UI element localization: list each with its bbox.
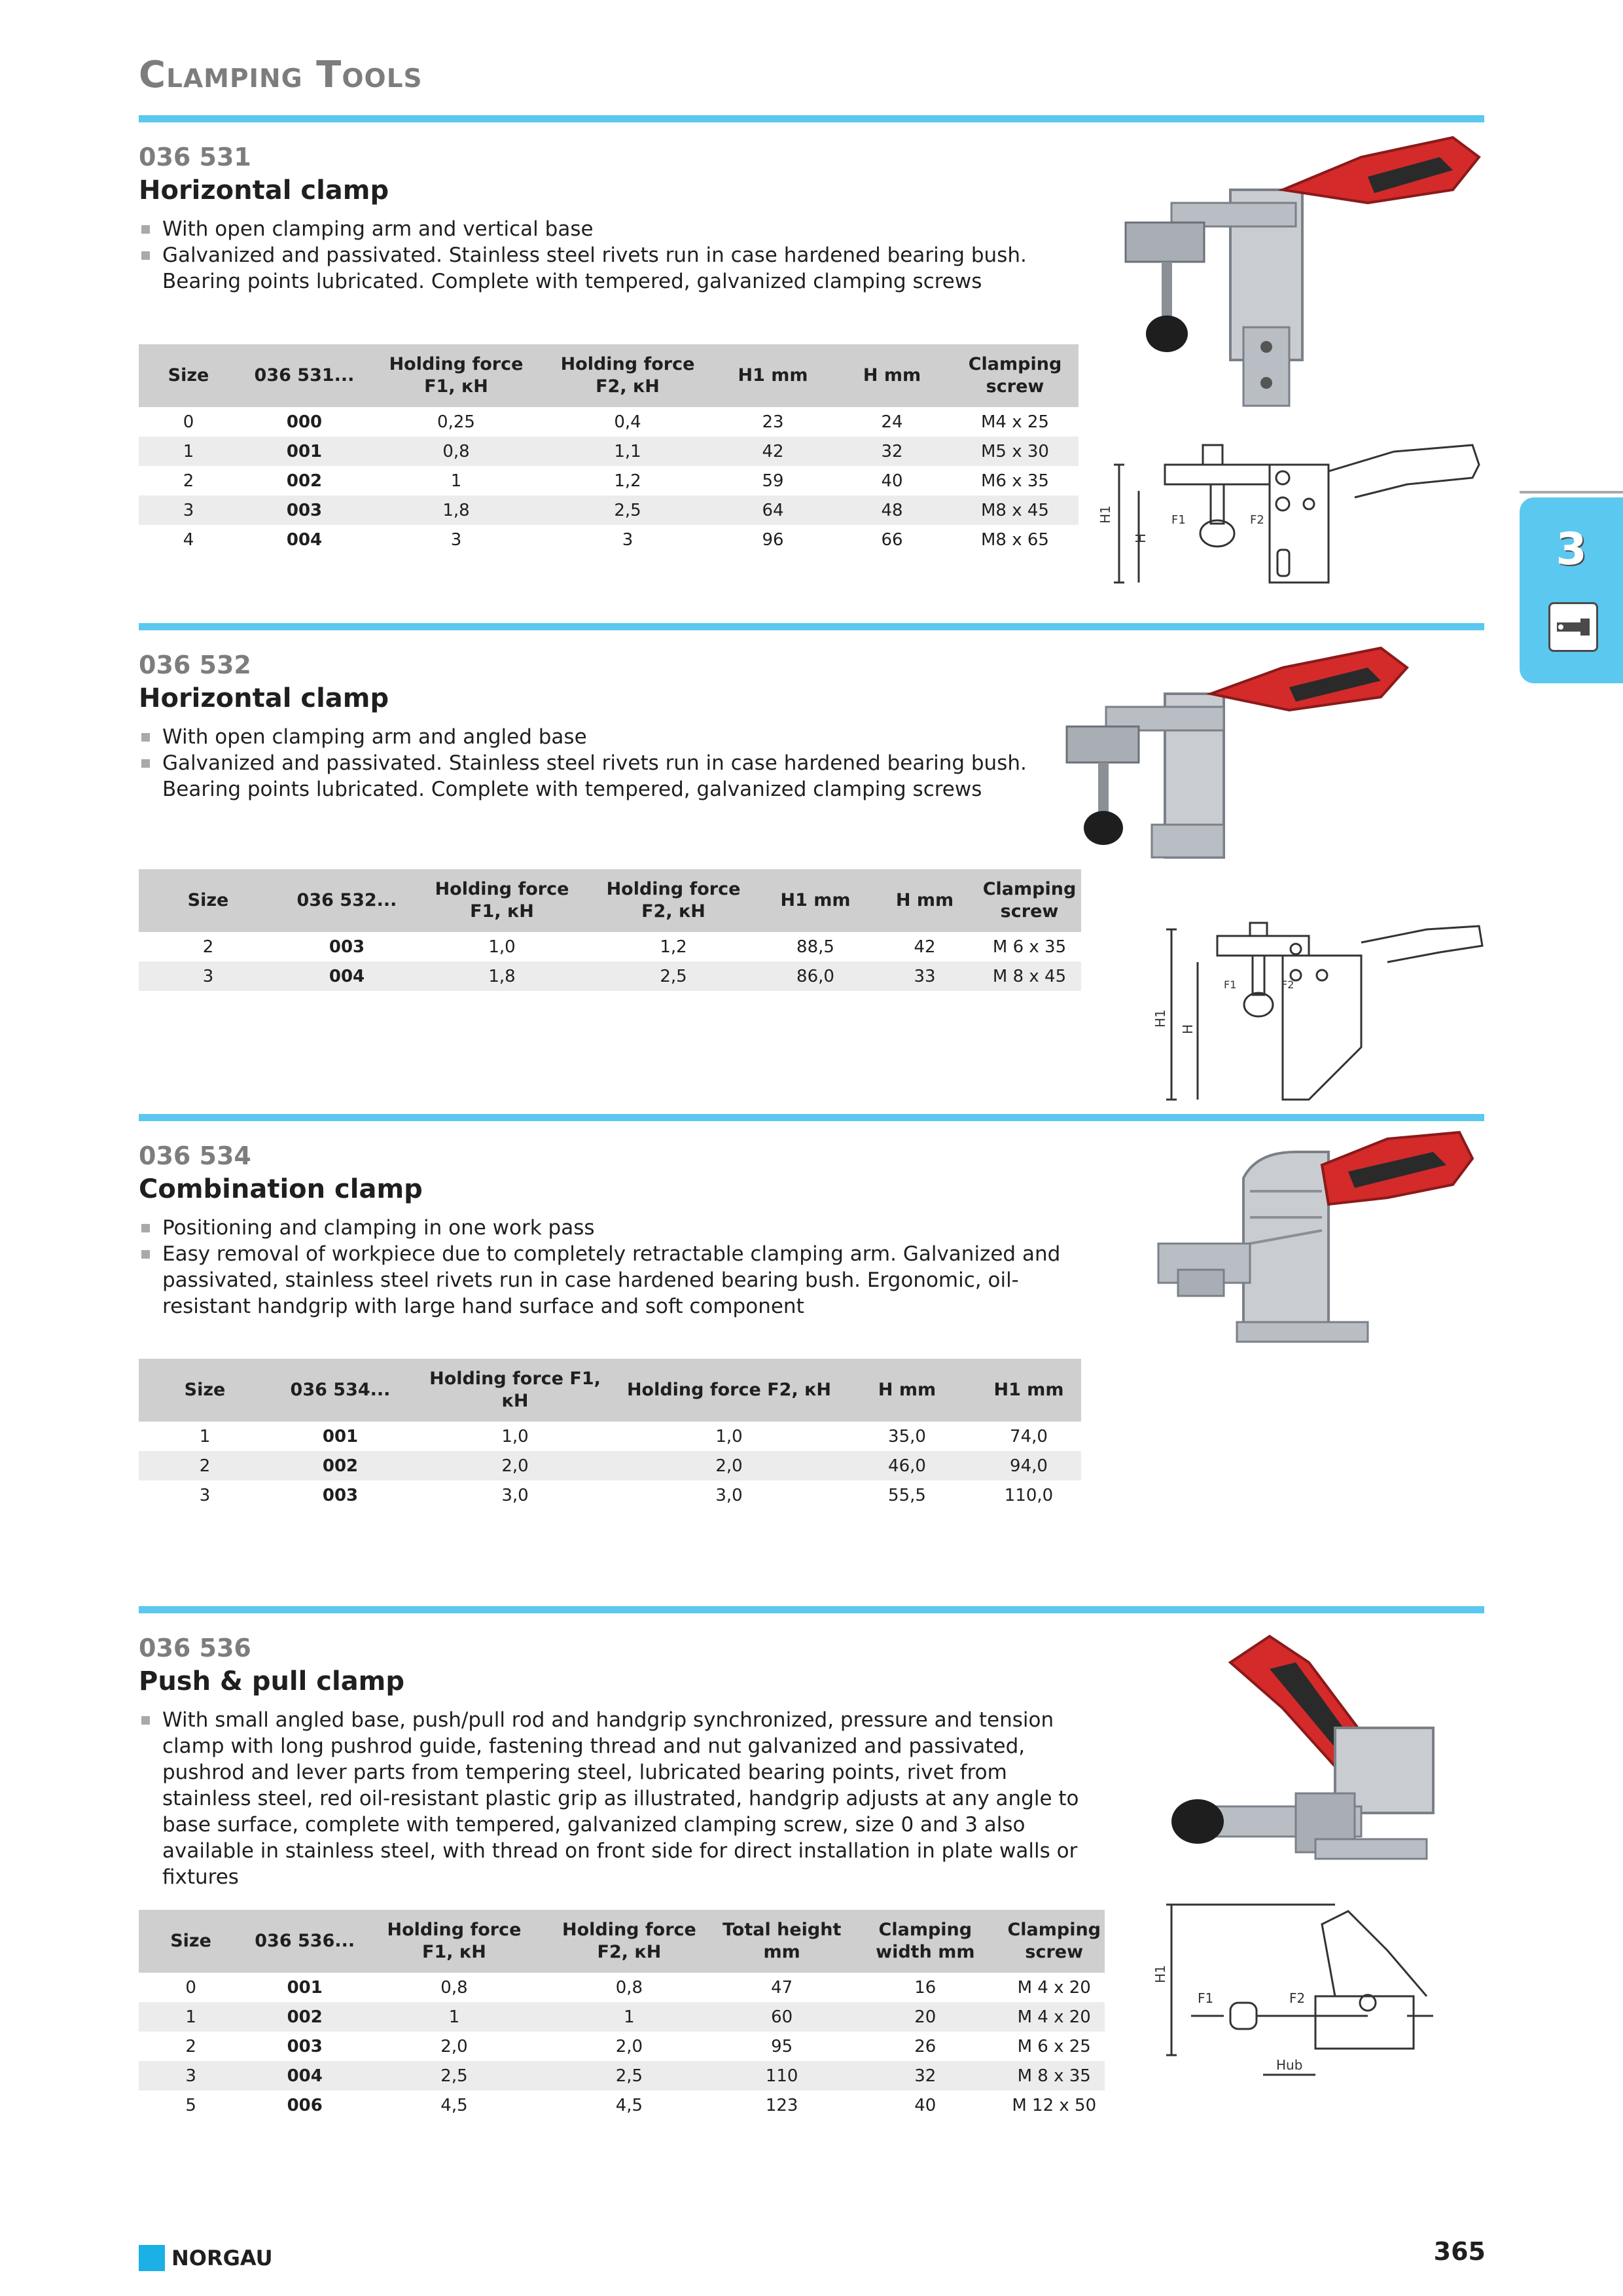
column-header: Holding force F1, кН <box>370 344 542 407</box>
cell-f1: 4,5 <box>440 2095 468 2115</box>
column-header: Size <box>139 1359 271 1422</box>
table-header-row <box>139 1910 1105 1973</box>
cell-f2: 4,5 <box>615 2095 643 2115</box>
cell-screw: M5 x 30 <box>952 437 1079 466</box>
table-row <box>139 2002 1105 2032</box>
cell-f2: 1,2 <box>660 937 687 957</box>
cell-code: 002 <box>243 2002 366 2032</box>
push-pull-clamp-photo <box>1152 1623 1492 1885</box>
feature-list <box>139 1707 1081 1890</box>
spec-table <box>139 1359 1081 1510</box>
brand-mark <box>139 2245 165 2271</box>
cell-h1: 59 <box>762 471 784 491</box>
cell-f1: 1 <box>366 2002 541 2032</box>
cell-width: 32 <box>847 2061 1003 2090</box>
cell-screw: M 6 x 35 <box>992 937 1067 957</box>
cell-width: 20 <box>847 2002 1003 2032</box>
cell-f2: 2,0 <box>615 2036 643 2056</box>
cell-code: 003 <box>322 1485 359 1505</box>
cell-size: 1 <box>139 2002 243 2032</box>
column-header: Holding force F2, кН <box>542 344 713 407</box>
feature-list <box>139 216 1068 295</box>
cell-size: 3 <box>139 2061 243 2090</box>
column-header: Size <box>139 1910 243 1973</box>
cell-f1: 1,0 <box>488 937 516 957</box>
column-header: 036 531... <box>238 344 370 407</box>
cell-size: 1 <box>139 437 238 466</box>
cell-screw: M 6 x 25 <box>1017 2036 1091 2056</box>
cell-h: 46,0 <box>838 1451 976 1480</box>
cell-f2: 1 <box>542 2002 717 2032</box>
cell-h1: 94,0 <box>976 1451 1081 1480</box>
table-row <box>139 407 1079 437</box>
cell-h: 55,5 <box>888 1485 926 1505</box>
cell-screw: M8 x 65 <box>981 529 1049 550</box>
cell-f1: 0,8 <box>440 1977 468 1998</box>
drawing-label: F2 <box>1281 978 1294 991</box>
table-header-row <box>139 869 1081 932</box>
cell-size: 1 <box>199 1426 211 1446</box>
table-row <box>139 1451 1081 1480</box>
column-header: H mm <box>832 344 952 407</box>
cell-f2: 0,4 <box>614 412 641 432</box>
cell-screw: M 4 x 20 <box>1017 1977 1091 1998</box>
cell-code: 001 <box>287 1977 323 1998</box>
column-header: Clamping width mm <box>847 1910 1003 1973</box>
table-header-row <box>139 344 1079 407</box>
cell-size: 2 <box>185 2036 196 2056</box>
table-row <box>139 1422 1081 1451</box>
column-header: Holding force F2, кН <box>620 1359 838 1422</box>
feature-item: With open clamping arm and vertical base <box>139 216 1068 242</box>
feature-item: Galvanized and passivated. Stainless steel rivets run in case hardened bearing bush. Bearing points lubricated. Complete with tempered, galvanized clamping screws <box>139 750 1068 802</box>
cell-width: 26 <box>914 2036 936 2056</box>
cell-size: 0 <box>183 412 194 432</box>
column-header: H1 mm <box>759 869 872 932</box>
page-number: 365 <box>1433 2237 1486 2266</box>
cell-code: 003 <box>287 2036 323 2056</box>
cell-code: 001 <box>322 1426 359 1446</box>
table-row <box>139 1480 1081 1510</box>
cell-h: 35,0 <box>888 1426 926 1446</box>
product-code: 036 534 <box>139 1141 251 1170</box>
cell-f1: 2,5 <box>366 2061 541 2090</box>
cell-screw: M 4 x 20 <box>1003 2002 1105 2032</box>
technical-drawing <box>1097 439 1486 596</box>
column-header: 036 534... <box>271 1359 410 1422</box>
cell-f2: 3 <box>622 529 633 550</box>
cell-screw: M4 x 25 <box>981 412 1049 432</box>
section-divider <box>139 623 1484 630</box>
cell-size: 0 <box>185 1977 196 1998</box>
cell-screw: M 8 x 35 <box>1003 2061 1105 2090</box>
brand-name: NORGAU <box>171 2246 273 2270</box>
column-header: Clamping screw <box>1003 1910 1105 1973</box>
feature-list <box>139 1215 1068 1319</box>
column-header: Clamping screw <box>952 344 1079 407</box>
product-code: 036 532 <box>139 651 251 679</box>
column-header: Holding force F2, кН <box>542 1910 717 1973</box>
column-header: Holding force F2, кН <box>588 869 759 932</box>
spec-table <box>139 869 1081 991</box>
product-code: 036 536 <box>139 1634 251 1662</box>
clamp-icon <box>1548 602 1598 652</box>
cell-screw: M 12 x 50 <box>1012 2095 1097 2115</box>
table-row <box>139 1973 1105 2002</box>
cell-h: 32 <box>832 437 952 466</box>
cell-height: 123 <box>765 2095 798 2115</box>
cell-h1: 110,0 <box>1004 1485 1054 1505</box>
cell-code: 003 <box>238 495 370 525</box>
cell-width: 16 <box>914 1977 936 1998</box>
drawing-label: F1 <box>1224 978 1237 991</box>
column-header: Holding force F1, кН <box>410 1359 620 1422</box>
cell-code: 002 <box>271 1451 410 1480</box>
section-divider <box>139 1606 1484 1613</box>
cell-f2: 2,5 <box>588 961 759 991</box>
cell-f1: 1,8 <box>370 495 542 525</box>
cell-f1: 3,0 <box>501 1485 529 1505</box>
horizontal-clamp-angled-photo <box>1054 641 1420 877</box>
column-header: H mm <box>872 869 978 932</box>
column-header: Size <box>139 869 277 932</box>
cell-h: 48 <box>832 495 952 525</box>
column-header: H1 mm <box>976 1359 1081 1422</box>
technical-drawing <box>1152 916 1492 1113</box>
table-row <box>139 2090 1105 2120</box>
chapter-number: 3 <box>1556 524 1587 575</box>
cell-f2: 2,0 <box>620 1451 838 1480</box>
cell-height: 95 <box>771 2036 793 2056</box>
drawing-label: H1 <box>1152 1965 1168 1983</box>
cell-h1: 42 <box>713 437 832 466</box>
table-row <box>139 437 1079 466</box>
cell-screw: M8 x 45 <box>952 495 1079 525</box>
drawing-label: F2 <box>1250 513 1264 527</box>
cell-f1: 2,0 <box>410 1451 620 1480</box>
horizontal-clamp-photo <box>1086 131 1479 419</box>
cell-f1: 1,0 <box>501 1426 529 1446</box>
cell-h: 24 <box>881 412 903 432</box>
cell-size: 2 <box>202 937 214 957</box>
drawing-label: F1 <box>1198 1990 1214 2006</box>
cell-code: 002 <box>286 471 323 491</box>
cell-code: 000 <box>286 412 323 432</box>
cell-code: 004 <box>243 2061 366 2090</box>
drawing-label: H <box>1133 533 1149 543</box>
cell-height: 60 <box>717 2002 847 2032</box>
cell-height: 47 <box>771 1977 793 1998</box>
feature-item: Easy removal of workpiece due to completely retractable clamping arm. Galvanized and passivated, stainless steel rivets run in case hardened bearing bush. Ergonomic, oil-resistant handgrip with large hand surface and soft component <box>139 1241 1068 1319</box>
drawing-label: H <box>1180 1024 1196 1034</box>
combination-clamp-photo <box>1152 1126 1479 1374</box>
cell-h1: 74,0 <box>1010 1426 1048 1446</box>
cell-size: 3 <box>139 961 277 991</box>
column-header: Holding force F1, кН <box>416 869 588 932</box>
drawing-label: Hub <box>1276 2057 1303 2073</box>
table-row <box>139 2061 1105 2090</box>
cell-h1: 64 <box>713 495 832 525</box>
tab-divider <box>1520 491 1623 493</box>
feature-item: Galvanized and passivated. Stainless steel rivets run in case hardened bearing bush. Bearing points lubricated. Complete with tempered, galvanized clamping screws <box>139 242 1068 295</box>
cell-code: 003 <box>329 937 365 957</box>
cell-f2: 2,5 <box>542 495 713 525</box>
page-title: Clamping Tools <box>139 54 423 96</box>
cell-h: 40 <box>881 471 903 491</box>
cell-h: 42 <box>914 937 936 957</box>
cell-h1: 23 <box>762 412 784 432</box>
cell-f1: 2,0 <box>440 2036 468 2056</box>
column-header: Size <box>139 344 238 407</box>
cell-h1: 86,0 <box>759 961 872 991</box>
table-row <box>139 466 1079 495</box>
section-divider <box>139 115 1484 122</box>
column-header: H mm <box>838 1359 976 1422</box>
cell-size: 2 <box>139 1451 271 1480</box>
column-header: H1 mm <box>713 344 832 407</box>
cell-h: 33 <box>872 961 978 991</box>
cell-f1: 1 <box>450 471 462 491</box>
section-divider <box>139 1114 1484 1121</box>
cell-code: 001 <box>238 437 370 466</box>
cell-code: 006 <box>287 2095 323 2115</box>
cell-f2: 1,2 <box>614 471 641 491</box>
cell-h1: 96 <box>762 529 784 550</box>
product-title: Horizontal clamp <box>139 175 389 206</box>
table-row <box>139 525 1079 554</box>
cell-f2: 3,0 <box>715 1485 743 1505</box>
technical-drawing <box>1152 1898 1466 2094</box>
cell-screw: M 8 x 45 <box>978 961 1081 991</box>
cell-f2: 0,8 <box>615 1977 643 1998</box>
cell-f2: 1,0 <box>715 1426 743 1446</box>
cell-f2: 1,1 <box>542 437 713 466</box>
product-title: Push & pull clamp <box>139 1666 404 1696</box>
cell-f1: 3 <box>450 529 462 550</box>
cell-size: 5 <box>185 2095 196 2115</box>
cell-height: 110 <box>717 2061 847 2090</box>
cell-code: 004 <box>286 529 323 550</box>
brand-logo <box>139 2244 273 2272</box>
product-code: 036 531 <box>139 143 251 171</box>
cell-size: 2 <box>183 471 194 491</box>
column-header: Holding force F1, кН <box>366 1910 541 1973</box>
cell-code: 004 <box>277 961 416 991</box>
cell-screw: M6 x 35 <box>981 471 1049 491</box>
table-row <box>139 932 1081 961</box>
column-header: 036 532... <box>277 869 416 932</box>
cell-h: 66 <box>881 529 903 550</box>
cell-f1: 0,25 <box>437 412 475 432</box>
column-header: 036 536... <box>243 1910 366 1973</box>
table-row <box>139 495 1079 525</box>
column-header: Clamping screw <box>978 869 1081 932</box>
drawing-label: H1 <box>1097 505 1113 524</box>
cell-size: 3 <box>139 495 238 525</box>
feature-item: Positioning and clamping in one work pass <box>139 1215 1068 1241</box>
cell-size: 3 <box>199 1485 211 1505</box>
spec-table <box>139 1910 1105 2120</box>
cell-f1: 1,8 <box>416 961 588 991</box>
table-row <box>139 961 1081 991</box>
cell-f2: 2,5 <box>542 2061 717 2090</box>
product-title: Combination clamp <box>139 1174 423 1204</box>
product-title: Horizontal clamp <box>139 683 389 713</box>
column-header: Total height mm <box>717 1910 847 1973</box>
cell-width: 40 <box>914 2095 936 2115</box>
cell-h1: 88,5 <box>796 937 834 957</box>
feature-list <box>139 724 1068 802</box>
drawing-label: F1 <box>1171 513 1186 527</box>
drawing-label: F2 <box>1289 1990 1306 2006</box>
cell-f1: 0,8 <box>370 437 542 466</box>
feature-item: With small angled base, push/pull rod and handgrip synchronized, pressure and tension clamp with long pushrod guide, fastening thread and nut galvanized and passivated, pushrod and lever parts from tempering steel, lubricated bearing points, rivet from stainless steel, red oil-resistant plastic grip as illustrated, handgrip adjusts at any angle to base surface, complete with tempered, galvanized clamping screw, size 0 and 3 also available in stainless steel, with thread on front side for direct installation in plate walls or fixtures <box>139 1707 1081 1890</box>
spec-table <box>139 344 1079 554</box>
table-header-row <box>139 1359 1081 1422</box>
table-row <box>139 2032 1105 2061</box>
feature-item: With open clamping arm and angled base <box>139 724 1068 750</box>
drawing-label: H1 <box>1152 1009 1168 1028</box>
cell-size: 4 <box>183 529 194 550</box>
